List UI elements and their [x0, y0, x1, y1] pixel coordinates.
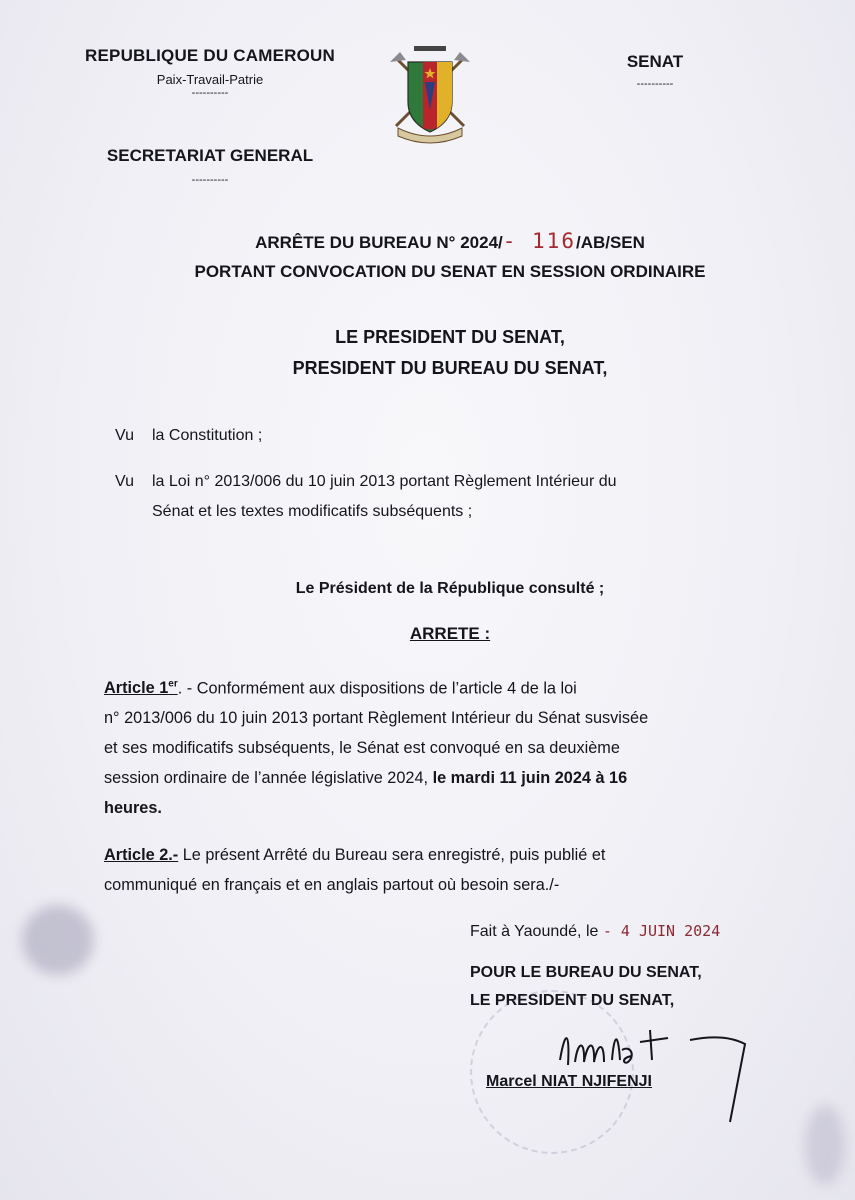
decree-title-line1 — [100, 229, 800, 253]
paper-smudge — [22, 905, 94, 975]
header-left — [60, 46, 360, 99]
article-1-label: Article 1er — [104, 679, 178, 698]
article-1-text: . - Conformément aux dispositions de l’article 4 de la loi — [177, 679, 577, 698]
visa-text: la Loi n° 2013/006 du 10 juin 2013 portant Règlement Intérieur du — [152, 473, 617, 490]
article-2-label: Article 2.- — [104, 846, 179, 864]
place-date-line — [470, 922, 720, 941]
signatory-name: Marcel NIAT NJIFENJI — [486, 1073, 652, 1090]
authority-line2: PRESIDENT DU BUREAU DU SENAT, — [292, 358, 608, 378]
article-1-text: n° 2013/006 du 10 juin 2013 portant Règlement Intérieur du Sénat susvisée — [104, 709, 649, 728]
signing-place: Fait à Yaoundé, le — [470, 923, 599, 940]
signatory-title-line2: LE PRESIDENT DU SENAT, — [470, 992, 675, 1009]
article-1 — [104, 670, 792, 823]
article-2-text: communiqué en français et en anglais partout où besoin sera./- — [104, 876, 560, 894]
authority-line1: LE PRESIDENT DU SENAT, — [335, 327, 565, 347]
decree-number-stamp: - 116 — [502, 229, 576, 253]
decree-title-line2: PORTANT CONVOCATION DU SENAT EN SESSION ORDINAIRE — [194, 262, 706, 281]
article-1-text: et ses modificatifs subséquents, le Sénat est convoqué en sa deuxième — [104, 739, 620, 758]
decree-title-prefix: ARRÊTE DU BUREAU N° 2024/ — [255, 233, 503, 252]
header-right — [600, 52, 710, 90]
date-stamp: - 4 JUIN 2024 — [602, 922, 721, 940]
article-2 — [104, 840, 792, 900]
decree-title-suffix: /AB/SEN — [575, 233, 645, 252]
country-motto: Paix-Travail-Patrie — [156, 72, 264, 87]
decree-heading: ARRETE : — [409, 624, 491, 643]
article-2-text: Le présent Arrêté du Bureau sera enregistré, puis publié et — [182, 846, 606, 864]
handwritten-signature — [540, 1010, 760, 1130]
visa-item — [115, 467, 785, 527]
separator: ---------- — [636, 78, 674, 90]
coat-of-arms-icon — [382, 40, 478, 144]
signatory-title-line1: POUR LE BUREAU DU SENAT, — [470, 964, 702, 981]
visa-key: Vu — [115, 473, 134, 490]
country-name: REPUBLIQUE DU CAMEROUN — [85, 46, 335, 65]
consulted-line: Le Président de la République consulté ; — [295, 580, 605, 597]
article-1-text: session ordinaire de l’année législative 2024, — [104, 769, 429, 788]
secretariat-block — [60, 146, 360, 186]
visa-text: la Constitution ; — [152, 427, 263, 444]
visa-key: Vu — [115, 427, 134, 444]
separator: ---------- — [191, 174, 229, 186]
institution-name: SENAT — [626, 52, 684, 71]
article-1-date: heures. — [104, 799, 162, 818]
visa-item — [115, 421, 785, 451]
coat-of-arms-emblem — [382, 40, 478, 144]
paper-smudge — [805, 1105, 845, 1185]
article-1-date: le mardi 11 juin 2024 à 16 — [432, 769, 628, 788]
separator: ---------- — [191, 87, 229, 99]
visa-text-continued: Sénat et les textes modificatifs subséquents ; — [152, 503, 473, 520]
department-name: SECRETARIAT GENERAL — [106, 146, 314, 165]
